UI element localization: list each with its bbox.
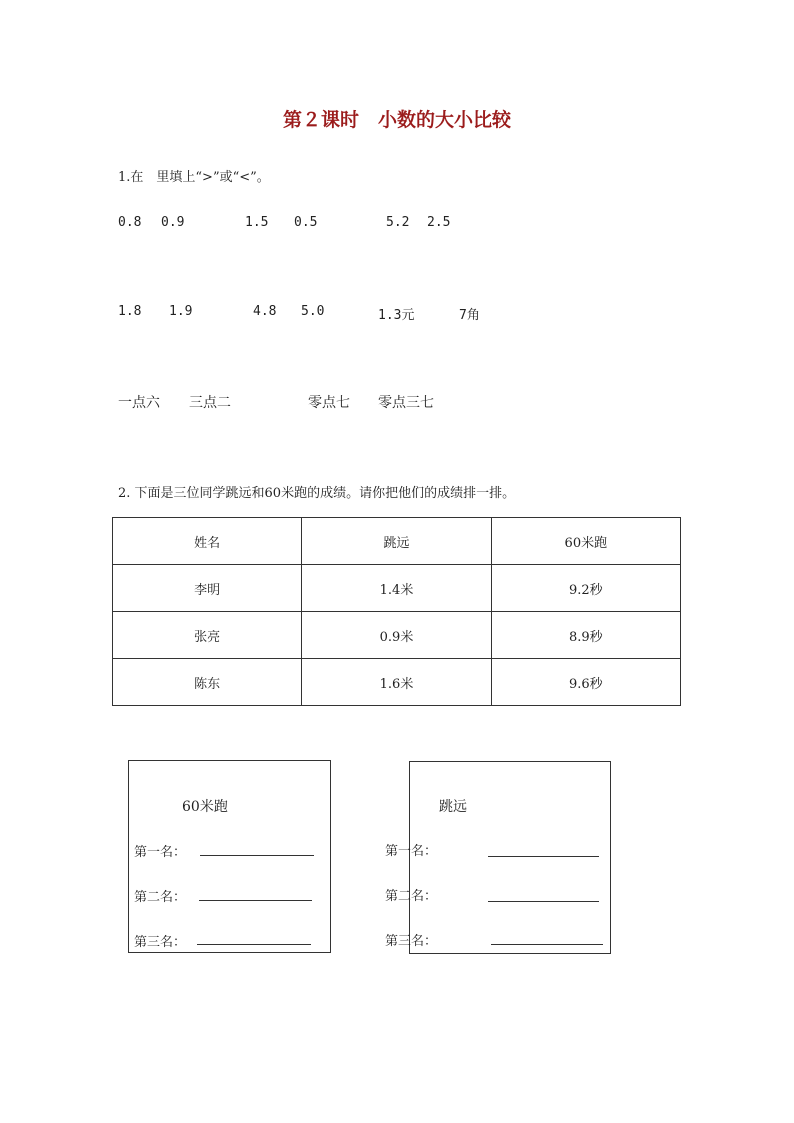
answer-blank[interactable] xyxy=(197,944,311,945)
table-cell: 9.2秒 xyxy=(491,565,680,612)
ranking-box-title: 跳远 xyxy=(439,799,467,815)
rank-label: 第二名： xyxy=(134,890,187,905)
table-cell: 张亮 xyxy=(113,612,302,659)
number: 5.0 xyxy=(301,304,325,319)
table-cell: 陈东 xyxy=(113,659,302,706)
number: 0.5 xyxy=(294,215,318,230)
number: 5.2 xyxy=(386,215,410,230)
table-header: 姓名 xyxy=(113,518,302,565)
table-row xyxy=(113,565,681,612)
scores-table xyxy=(112,517,681,706)
rank-label: 第三名： xyxy=(385,934,438,949)
ranking-box-60m xyxy=(128,760,331,953)
ranking-box-title: 60米跑 xyxy=(182,799,228,815)
table-cell: 1.4米 xyxy=(302,565,491,612)
question-1-prompt: 1.在 里填上“>”或“<”。 xyxy=(118,170,270,185)
table-header: 跳远 xyxy=(302,518,491,565)
number: 0.8 xyxy=(118,215,142,230)
number-words: 零点七 xyxy=(308,395,350,411)
number-words: 三点二 xyxy=(189,395,231,411)
table-cell: 1.6米 xyxy=(302,659,491,706)
table-cell: 9.6秒 xyxy=(491,659,680,706)
number: 7角 xyxy=(459,308,480,323)
table-cell: 8.9秒 xyxy=(491,612,680,659)
number: 1.9 xyxy=(169,304,193,319)
number: 1.5 xyxy=(245,215,269,230)
page-title: 第２课时 小数的大小比较 xyxy=(282,109,511,131)
answer-blank[interactable] xyxy=(199,900,312,901)
rank-label: 第一名： xyxy=(385,844,438,859)
rank-label: 第一名： xyxy=(134,845,187,860)
number: 2.5 xyxy=(427,215,451,230)
number: 1.8 xyxy=(118,304,142,319)
table-cell: 李明 xyxy=(113,565,302,612)
rank-label: 第二名： xyxy=(385,889,438,904)
answer-blank[interactable] xyxy=(200,855,314,856)
number-words: 零点三七 xyxy=(378,395,434,411)
ranking-box-long-jump xyxy=(409,761,611,954)
question-2-prompt: 2. 下面是三位同学跳远和60米跑的成绩。请你把他们的成绩排一排。 xyxy=(118,486,516,501)
table-header-row xyxy=(113,518,681,565)
answer-blank[interactable] xyxy=(488,901,599,902)
table-header: 60米跑 xyxy=(491,518,680,565)
rank-label: 第三名： xyxy=(134,935,187,950)
number-words: 一点六 xyxy=(118,395,160,411)
number: 4.8 xyxy=(253,304,277,319)
answer-blank[interactable] xyxy=(491,944,603,945)
table-row xyxy=(113,659,681,706)
table-cell: 0.9米 xyxy=(302,612,491,659)
answer-blank[interactable] xyxy=(488,856,599,857)
number: 0.9 xyxy=(161,215,185,230)
number: 1.3元 xyxy=(378,308,415,323)
table-row xyxy=(113,612,681,659)
